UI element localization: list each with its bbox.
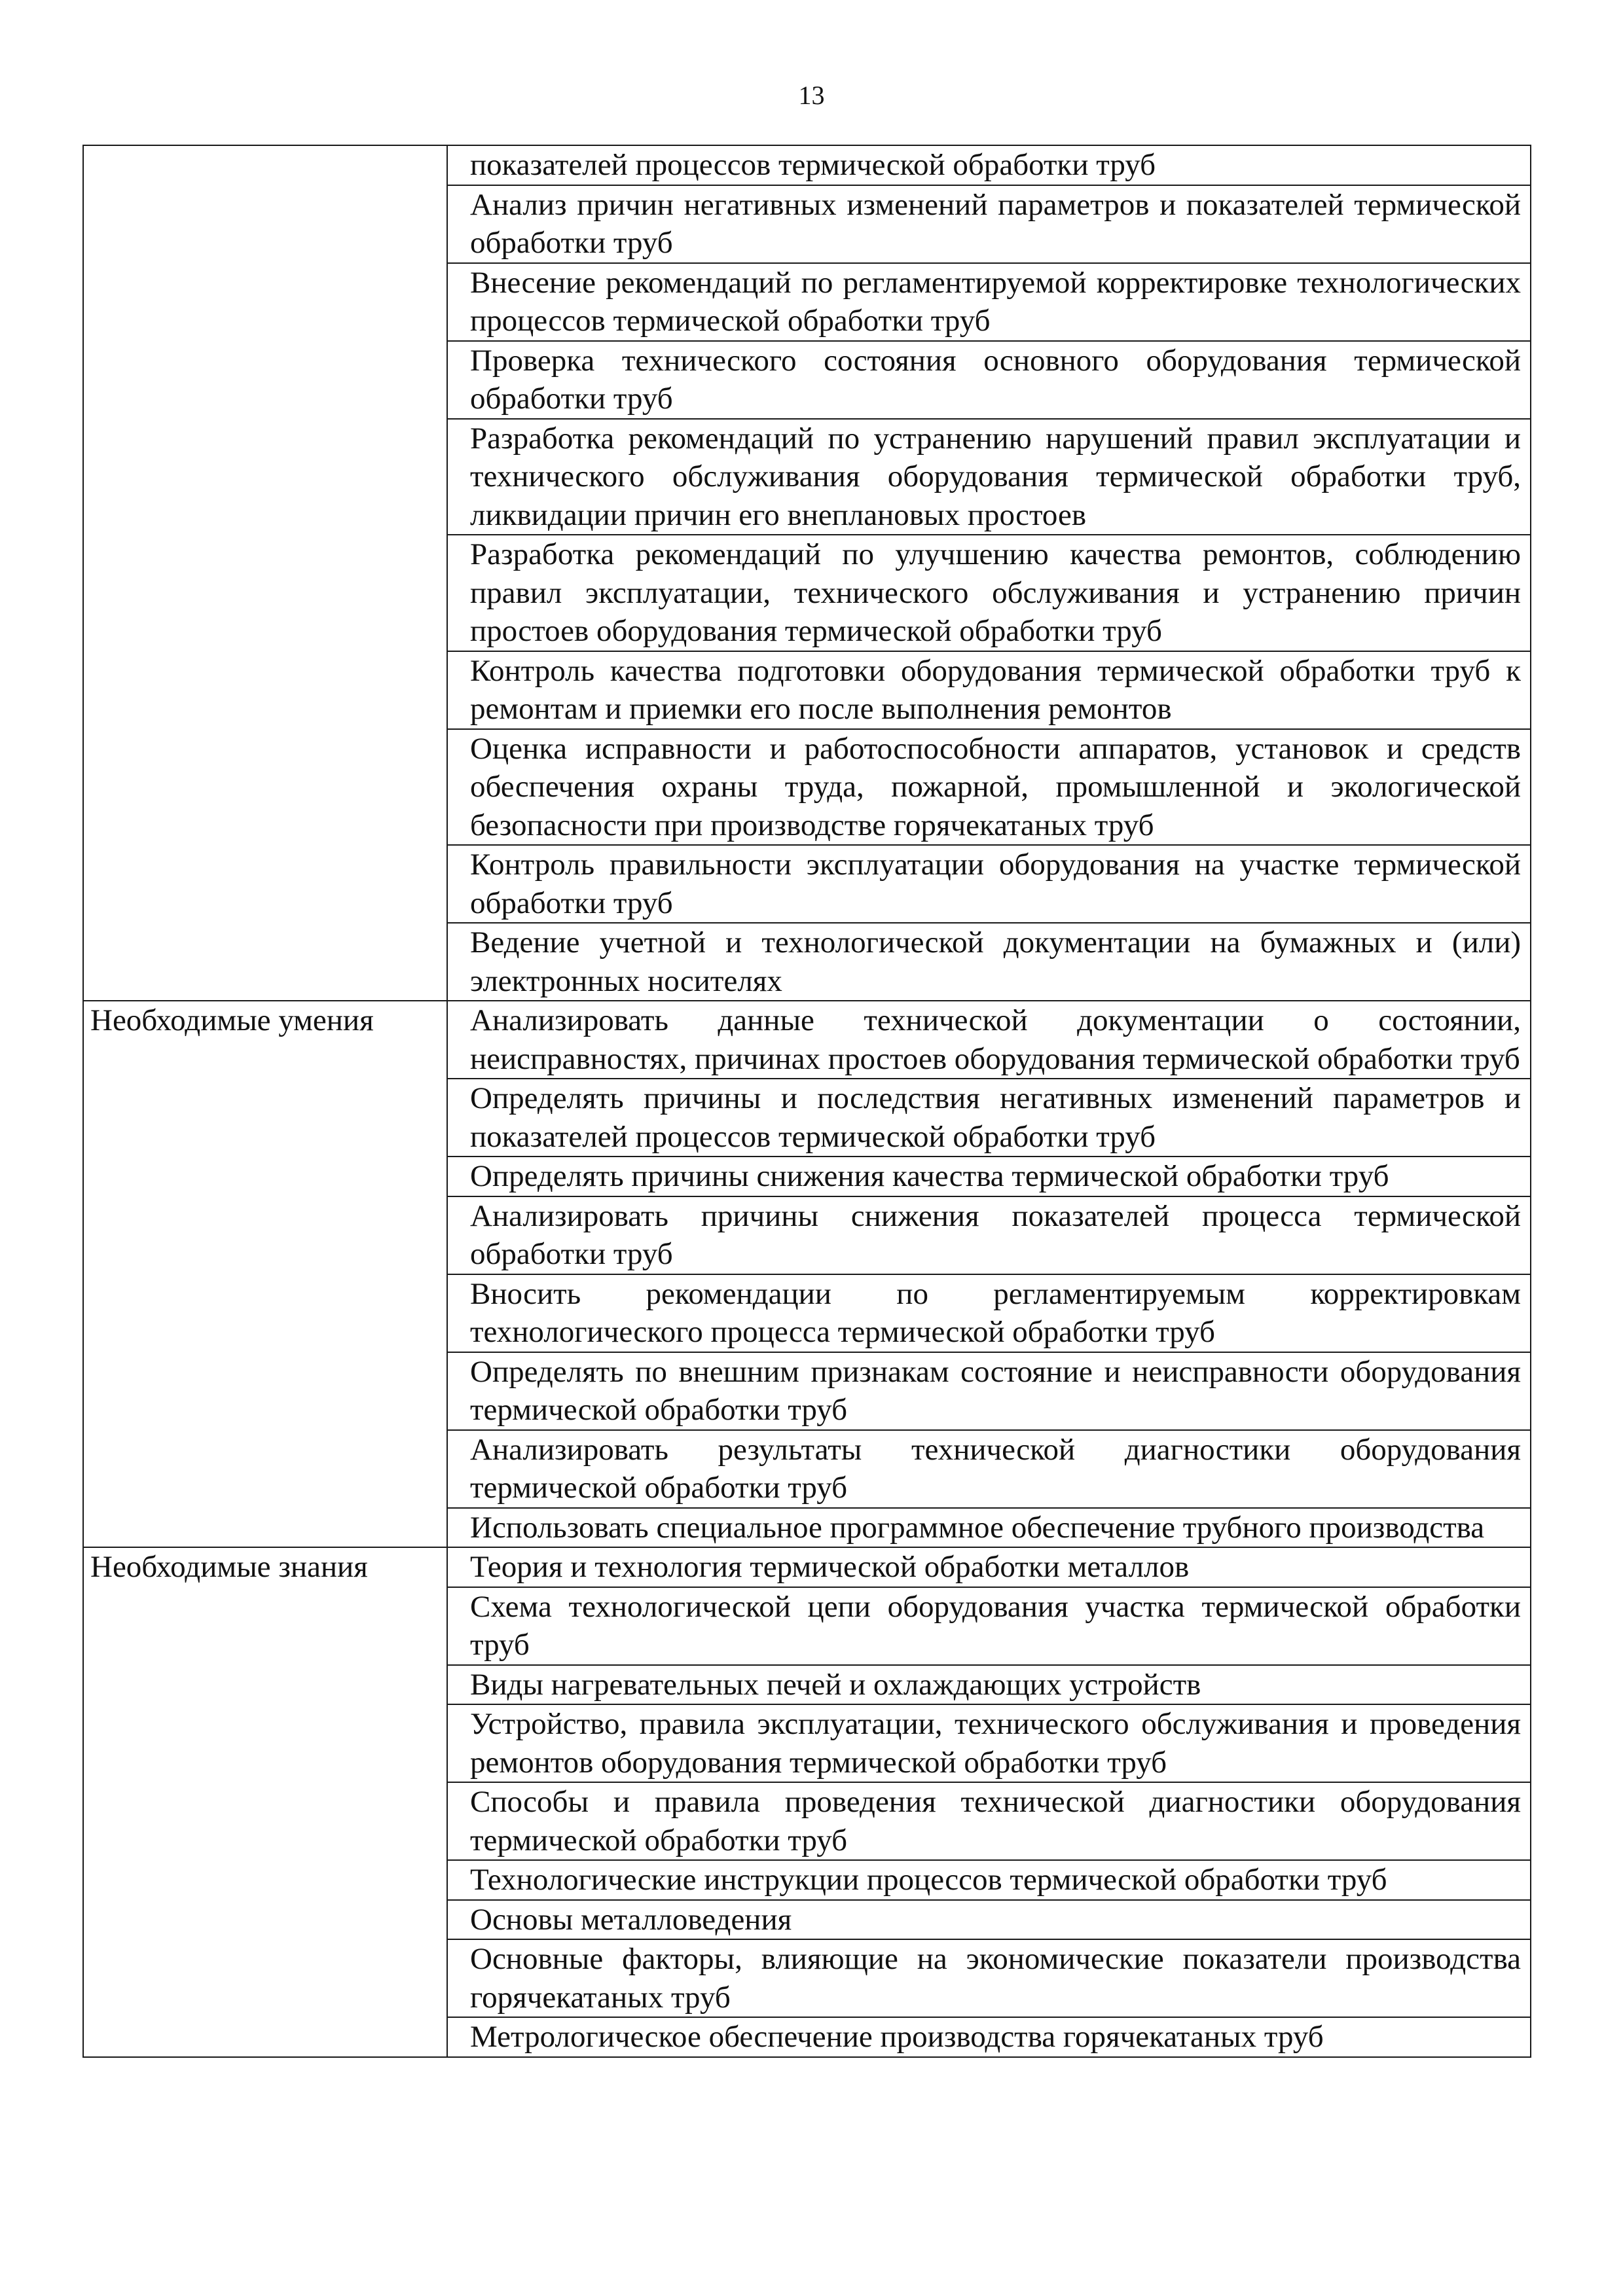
requirement-item: Способы и правила проведения технической диагностики оборудования термической обработки труб [447, 1782, 1531, 1860]
requirement-item: Анализировать данные технической документации о состоянии, неисправностях, причинах простоев оборудования термической обработки труб [447, 1001, 1531, 1079]
section-label-continuation [83, 845, 447, 923]
table-row [83, 419, 1531, 535]
requirement-item: Определять причины снижения качества термической обработки труб [447, 1157, 1531, 1196]
section-label-continuation [83, 263, 447, 341]
table-row [83, 1900, 1531, 1940]
requirement-item: Проверка технического состояния основного оборудования термической обработки труб [447, 341, 1531, 419]
section-label-continuation [83, 1430, 447, 1508]
requirement-item: Контроль правильности эксплуатации оборудования на участке термической обработки труб [447, 845, 1531, 923]
requirement-item: Внесение рекомендаций по регламентируемой корректировке технологических процессов термической обработки труб [447, 263, 1531, 341]
table-row [83, 729, 1531, 846]
requirement-item: Разработка рекомендаций по устранению нарушений правил эксплуатации и технического обслуживания оборудования термической обработки труб, ликвидации причин его внеплановых простоев [447, 419, 1531, 535]
requirement-item: Технологические инструкции процессов термической обработки труб [447, 1860, 1531, 1900]
table-row [83, 923, 1531, 1001]
requirement-item: Теория и технология термической обработки металлов [447, 1547, 1531, 1587]
requirement-item: Контроль качества подготовки оборудования термической обработки труб к ремонтам и приемки его после выполнения ремонтов [447, 651, 1531, 729]
section-label-continuation [83, 1157, 447, 1196]
section-label-continuation [83, 1782, 447, 1860]
section-label: Необходимые знания [83, 1547, 447, 1587]
section-label-continuation [83, 1079, 447, 1157]
table-row [83, 1782, 1531, 1860]
table-row [83, 1665, 1531, 1705]
requirement-item: Определять по внешним признакам состояние и неисправности оборудования термической обработки труб [447, 1352, 1531, 1430]
section-label-continuation [83, 185, 447, 263]
requirement-item: Разработка рекомендаций по улучшению качества ремонтов, соблюдению правил эксплуатации, технического обслуживания и устранению причин простоев оборудования термической обработки труб [447, 535, 1531, 651]
section-label-continuation [83, 651, 447, 729]
requirement-item: Метрологическое обеспечение производства горячекатаных труб [447, 2017, 1531, 2057]
table-row [83, 1352, 1531, 1430]
section-label-continuation [83, 341, 447, 419]
table-row [83, 2017, 1531, 2057]
section-label-continuation [83, 1900, 447, 1940]
requirement-item: показателей процессов термической обработки труб [447, 145, 1531, 185]
section-label-continuation [83, 419, 447, 535]
requirement-item: Виды нагревательных печей и охлаждающих устройств [447, 1665, 1531, 1705]
table-row [83, 535, 1531, 651]
section-label-continuation [83, 1665, 447, 1705]
section-label-continuation [83, 1587, 447, 1665]
section-label-continuation [83, 1196, 447, 1274]
table-row [83, 651, 1531, 729]
section-label: Необходимые умения [83, 1001, 447, 1079]
section-label [83, 145, 447, 185]
section-label-continuation [83, 1508, 447, 1548]
requirement-item: Схема технологической цепи оборудования участка термической обработки труб [447, 1587, 1531, 1665]
table-row [83, 1001, 1531, 1079]
requirement-item: Основные факторы, влияющие на экономические показатели производства горячекатаных труб [447, 1939, 1531, 2017]
section-label-continuation [83, 1274, 447, 1352]
requirement-item: Основы металловедения [447, 1900, 1531, 1940]
requirement-item: Оценка исправности и работоспособности аппаратов, установок и средств обеспечения охраны труда, пожарной, промышленной и экологической безопасности при производстве горячекатаных труб [447, 729, 1531, 846]
section-label-continuation [83, 729, 447, 846]
section-label-continuation [83, 535, 447, 651]
table-row [83, 1274, 1531, 1352]
requirement-item: Анализ причин негативных изменений параметров и показателей термической обработки труб [447, 185, 1531, 263]
table-row [83, 145, 1531, 185]
table-row [83, 1860, 1531, 1900]
requirement-item: Определять причины и последствия негативных изменений параметров и показателей процессов термической обработки труб [447, 1079, 1531, 1157]
requirements-table [82, 145, 1531, 2058]
section-label-continuation [83, 1939, 447, 2017]
table-row [83, 1547, 1531, 1587]
requirements-table-body [83, 145, 1531, 2057]
table-row [83, 1587, 1531, 1665]
table-row [83, 1939, 1531, 2017]
page-number: 13 [798, 81, 825, 110]
table-row [83, 1704, 1531, 1782]
section-label-continuation [83, 1704, 447, 1782]
section-label-continuation [83, 2017, 447, 2057]
table-row [83, 1430, 1531, 1508]
section-label-continuation [83, 1352, 447, 1430]
table-row [83, 1508, 1531, 1548]
table-row [83, 341, 1531, 419]
table-row [83, 185, 1531, 263]
table-row [83, 1079, 1531, 1157]
section-label-continuation [83, 923, 447, 1001]
requirement-item: Устройство, правила эксплуатации, технического обслуживания и проведения ремонтов оборудования термической обработки труб [447, 1704, 1531, 1782]
requirement-item: Анализировать причины снижения показателей процесса термической обработки труб [447, 1196, 1531, 1274]
section-label-continuation [83, 1860, 447, 1900]
table-row [83, 263, 1531, 341]
requirement-item: Анализировать результаты технической диагностики оборудования термической обработки труб [447, 1430, 1531, 1508]
requirement-item: Ведение учетной и технологической документации на бумажных и (или) электронных носителях [447, 923, 1531, 1001]
table-row [83, 845, 1531, 923]
requirement-item: Вносить рекомендации по регламентируемым корректировкам технологического процесса термической обработки труб [447, 1274, 1531, 1352]
table-row [83, 1196, 1531, 1274]
table-row [83, 1157, 1531, 1196]
requirement-item: Использовать специальное программное обеспечение трубного производства [447, 1508, 1531, 1548]
